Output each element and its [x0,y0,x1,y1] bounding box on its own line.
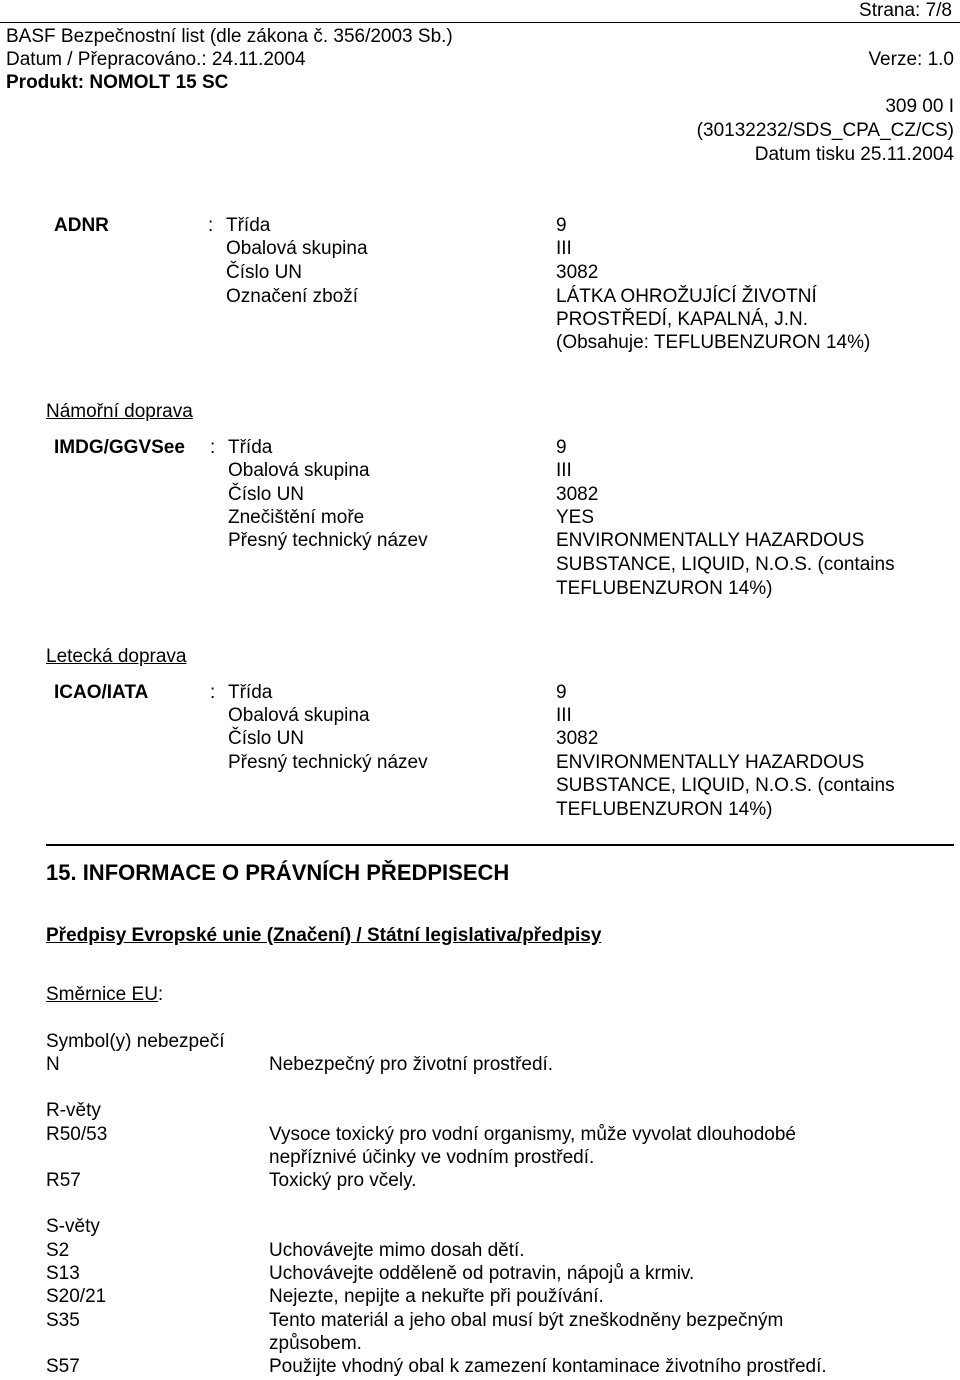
hazard-symbol-text: Nebezpečný pro životní prostředí. [269,1054,554,1075]
transport-mode-imdg: IMDG/GGVSee [54,437,185,458]
value-continuation: PROSTŘEDÍ, KAPALNÁ, J.N. [556,309,808,330]
print-date: Datum tisku 25.11.2004 [754,144,954,165]
section-15-title: 15. INFORMACE O PRÁVNÍCH PŘEDPISECH [46,860,510,885]
sds-number: (30132232/SDS_CPA_CZ/CS) [696,120,954,141]
hazard-symbol-code: N [46,1054,60,1075]
label: Třída [228,437,273,458]
value: ENVIRONMENTALLY HAZARDOUS [556,530,865,551]
colon: : [208,215,214,236]
product-name: Produkt: NOMOLT 15 SC [6,72,229,93]
revision-date: Datum / Přepracováno.: 24.11.2004 [6,49,306,70]
value: YES [556,507,595,528]
label: Číslo UN [228,728,305,749]
value-continuation: TEFLUBENZURON 14%) [556,799,773,820]
phrase-code: S2 [46,1240,70,1261]
phrase-code: R50/53 [46,1124,108,1145]
colon: : [210,682,216,703]
product-code: 309 00 I [885,96,954,117]
value: III [556,460,572,481]
phrase-text: Uchovávejte mimo dosah dětí. [269,1240,525,1261]
transport-mode-icao: ICAO/IATA [54,682,149,703]
phrase-text: Tento materiál a jeho obal musí být zneškodněny bezpečným [269,1310,784,1331]
phrase-text: Toxický pro včely. [269,1170,417,1191]
air-transport-heading: Letecká doprava [46,646,187,667]
label: Znečištění moře [228,507,365,528]
value-continuation: SUBSTANCE, LIQUID, N.O.S. (contains [556,775,895,796]
value: LÁTKA OHROŽUJÍCÍ ŽIVOTNÍ [556,286,817,307]
value: ENVIRONMENTALLY HAZARDOUS [556,752,865,773]
hazard-symbols-heading: Symbol(y) nebezpečí [46,1031,225,1052]
r-phrases-heading: R-věty [46,1100,101,1121]
value: 3082 [556,484,599,505]
label: Číslo UN [226,262,303,283]
label: Obalová skupina [228,705,370,726]
label: Přesný technický název [228,752,428,773]
value: III [556,705,572,726]
sea-transport-heading: Námořní doprava [46,401,193,422]
value: 9 [556,215,567,236]
value: 3082 [556,728,599,749]
eu-directive-label [46,984,163,1006]
transport-mode-adnr: ADNR [54,215,109,236]
phrase-text-continuation: nepříznivé účinky ve vodním prostředí. [269,1147,595,1168]
phrase-text: Nejezte, nepijte a nekuřte při používání. [269,1286,604,1307]
phrase-code: R57 [46,1170,81,1191]
colon: : [157,984,164,1005]
header-rule [0,22,960,23]
colon: : [210,437,216,458]
label: Obalová skupina [228,460,370,481]
s-phrases-heading: S-věty [46,1216,100,1237]
directive-text: Směrnice EU [46,984,158,1005]
section-divider [46,844,954,846]
phrase-code: S57 [46,1356,80,1377]
page-number: Strana: 7/8 [859,0,952,21]
value-continuation: TEFLUBENZURON 14%) [556,578,773,599]
phrase-text: Uchovávejte odděleně od potravin, nápojů a krmiv. [269,1263,695,1284]
value: III [556,238,572,259]
phrase-code: S20/21 [46,1286,107,1307]
label: Třída [226,215,271,236]
phrase-code: S13 [46,1263,80,1284]
value: 9 [556,682,567,703]
value: 3082 [556,262,599,283]
phrase-code: S35 [46,1310,80,1331]
phrase-text: Použijte vhodný obal k zamezení kontaminace životního prostředí. [269,1356,827,1377]
label: Přesný technický název [228,530,428,551]
label: Číslo UN [228,484,305,505]
label: Třída [228,682,273,703]
phrase-text: Vysoce toxický pro vodní organismy, může vyvolat dlouhodobé [269,1124,796,1145]
version: Verze: 1.0 [868,49,954,70]
phrase-text-continuation: způsobem. [269,1333,362,1354]
value: 9 [556,437,567,458]
document-title: BASF Bezpečnostní list (dle zákona č. 356/2003 Sb.) [6,26,453,47]
value-continuation: (Obsahuje: TEFLUBENZURON 14%) [556,332,871,353]
eu-regulations-heading: Předpisy Evropské unie (Značení) / Státní legislativa/předpisy [46,925,602,946]
value-continuation: SUBSTANCE, LIQUID, N.O.S. (contains [556,554,895,575]
label: Obalová skupina [226,238,368,259]
label: Označení zboží [226,286,359,307]
